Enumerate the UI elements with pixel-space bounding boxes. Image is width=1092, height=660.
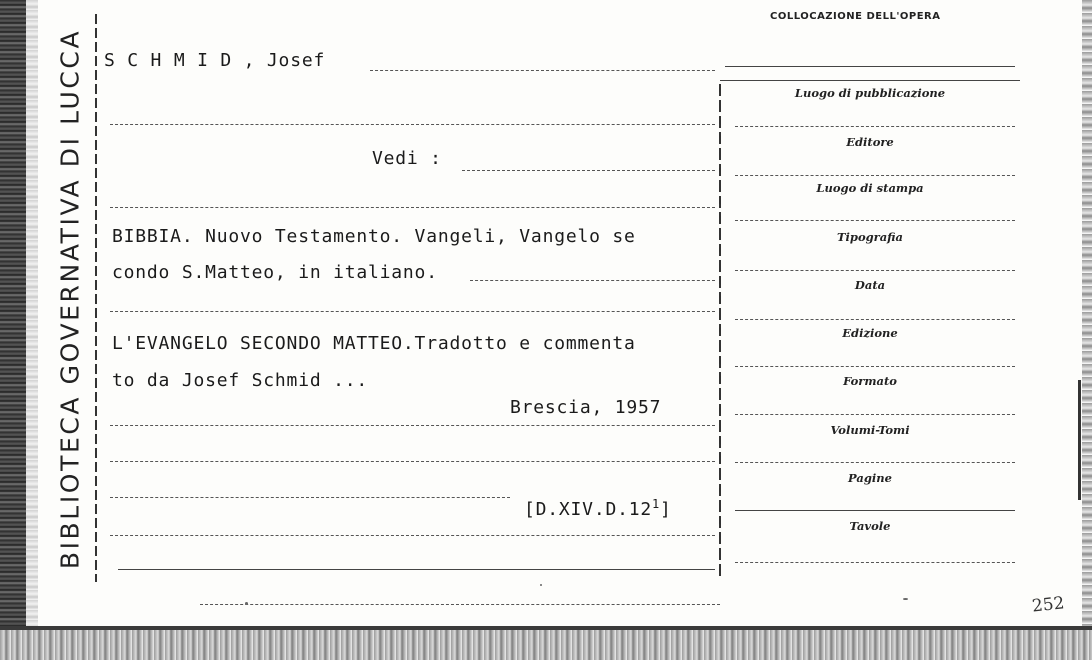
field-pagine: Pagine	[848, 471, 892, 485]
field-rule-8	[735, 462, 1015, 463]
rule-2	[110, 124, 715, 125]
field-rule-5	[735, 319, 1015, 320]
field-editore: Editore	[846, 135, 894, 149]
scan-speck	[540, 584, 542, 586]
scan-edge-bottom	[0, 630, 1092, 660]
scan-edge-right	[1082, 0, 1092, 660]
handwritten-note: 252	[1031, 593, 1066, 617]
collocation-header: COLLOCAZIONE DELL'OPERA	[770, 11, 941, 22]
field-rule-7	[735, 414, 1015, 415]
vedi-label: Vedi :	[372, 148, 442, 169]
field-luogo-pubblicazione: Luogo di pubblicazione	[794, 86, 946, 100]
rule-7	[110, 497, 510, 498]
shelfmark	[524, 497, 672, 520]
rule-3	[110, 207, 715, 208]
field-tipografia: Tipografia	[836, 230, 903, 244]
vedi-rule	[462, 170, 715, 171]
field-tavole: Tavole	[849, 519, 891, 533]
shelfmark-close: ]	[660, 499, 672, 520]
imprint: Brescia, 1957	[510, 397, 662, 418]
rule-9	[118, 569, 715, 570]
field-rule-9	[735, 510, 1015, 511]
scan-speck	[245, 602, 248, 605]
see-entry-line-2: condo S.Matteo, in italiano.	[112, 262, 438, 283]
rule-5	[110, 425, 715, 426]
field-rule-2	[735, 175, 1015, 176]
field-rule-1	[735, 126, 1015, 127]
field-edizione: Edizione	[842, 326, 898, 340]
author-rule	[370, 70, 715, 71]
left-margin-rule	[95, 14, 97, 582]
rule-6	[110, 461, 715, 462]
see-entry-rule	[470, 280, 715, 281]
shelfmark-main: [D.XIV.D.12	[524, 499, 653, 520]
see-entry-line-1: BIBBIA. Nuovo Testamento. Vangeli, Vangelo se	[112, 226, 636, 247]
library-name-vertical	[50, 6, 90, 591]
shelfmark-superscript: 1	[652, 497, 661, 511]
scan-edge-mark	[1078, 380, 1081, 500]
collocation-rule-2	[720, 80, 1020, 81]
field-luogo-stampa: Luogo di stampa	[816, 181, 924, 195]
field-formato: Formato	[843, 374, 897, 388]
field-rule-3	[735, 220, 1015, 221]
scan-edge-left	[0, 0, 26, 660]
library-name-text: BIBLIOTECA GOVERNATIVA DI LUCCA	[55, 28, 85, 569]
field-volumi-tomi: Volumi-Tomi	[830, 423, 910, 437]
field-rule-6	[735, 366, 1015, 367]
title-line-1: L'EVANGELO SECONDO MATTEO.Tradotto e commenta	[112, 333, 636, 354]
field-data: Data	[854, 278, 886, 292]
author-heading: S C H M I D , Josef	[104, 50, 326, 71]
field-rule-4	[735, 270, 1015, 271]
rule-8	[110, 535, 715, 536]
rule-bottom	[200, 604, 720, 605]
field-rule-10	[735, 562, 1015, 563]
collocation-rule	[725, 66, 1015, 67]
rule-4	[110, 311, 715, 312]
scan-speck	[903, 598, 908, 600]
title-line-2: to da Josef Schmid ...	[112, 370, 369, 391]
scan-edge-left-shadow	[26, 0, 38, 660]
